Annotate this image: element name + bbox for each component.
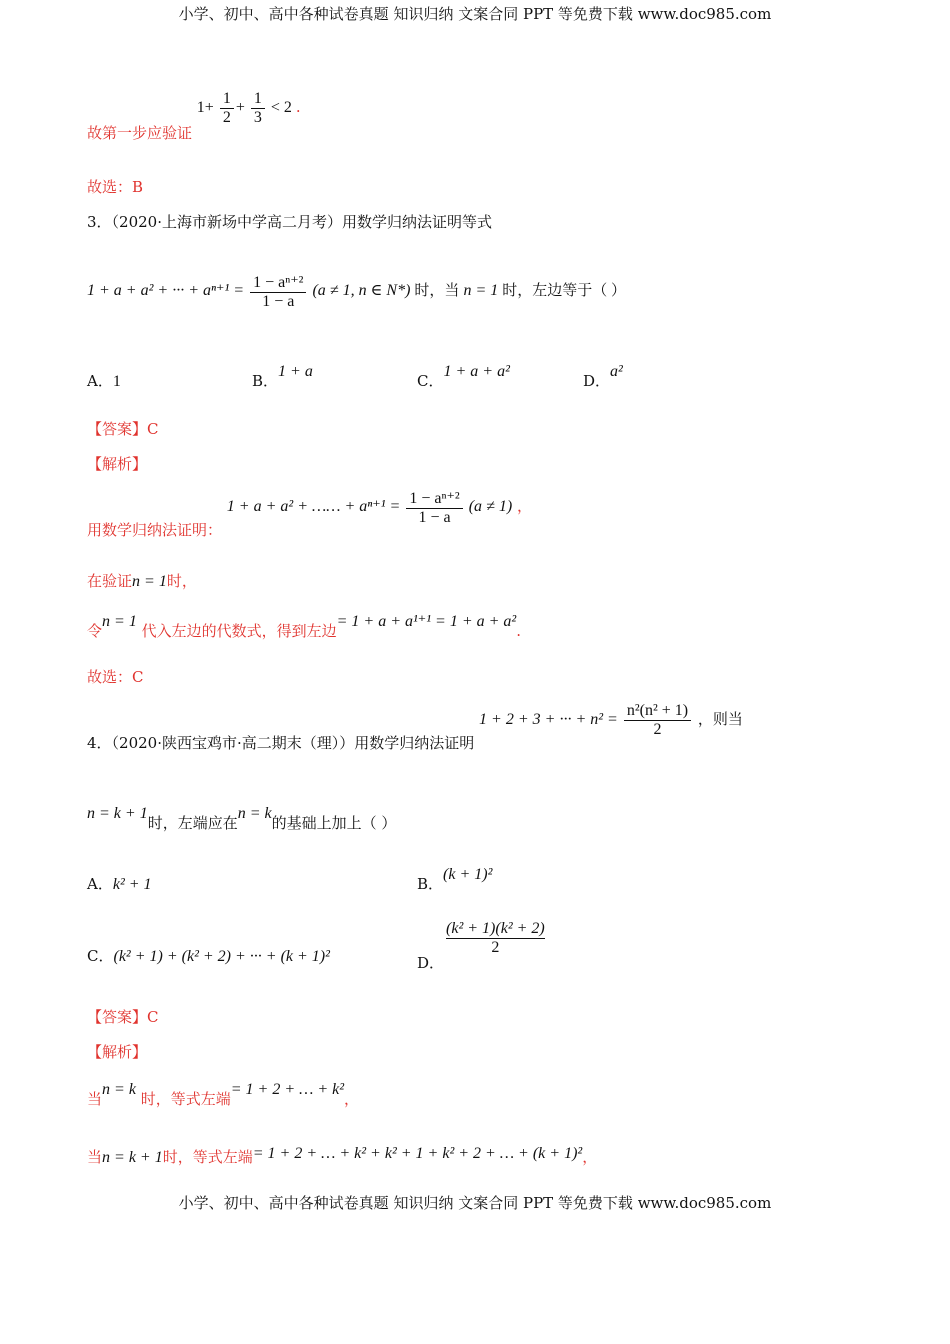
punct: ，: [582, 1148, 598, 1166]
q3-analysis-title: 【解析】: [87, 455, 148, 473]
fraction: [446, 920, 545, 957]
q4-stem: 4．（2020·陕西宝鸡市·高二期末（理））用数学归纳法证明: [87, 734, 475, 753]
option-label: C．: [417, 372, 444, 390]
option-label: B．: [417, 875, 444, 893]
punct: ，: [516, 497, 532, 516]
q4-analysis-line2: [87, 1146, 597, 1167]
frac-den: 1 − a: [418, 509, 451, 526]
math: n = k + 1: [102, 1149, 163, 1166]
text: 的基础上加上（ ）: [271, 814, 397, 832]
fraction: [250, 272, 306, 311]
math: = 1 + 2 + … + k² + k² + 1 + k² + 2 + … + (k + 1)²: [252, 1145, 583, 1162]
q3-analysis-line3: [87, 613, 522, 641]
q4-stem-line: [87, 702, 743, 753]
math-part: < 2: [270, 99, 292, 117]
text: 代入左边的代数式，得到左边: [141, 622, 337, 640]
q3-analysis-line2: [87, 570, 197, 591]
text: 时，左边等于（ ）: [502, 283, 626, 300]
verify-math: 1+ $\frac{1}{2}$ + $\frac{1}{3}$ < 2: [196, 90, 292, 126]
text: 时，等式左端: [140, 1090, 231, 1108]
q4-option-c[interactable]: [87, 945, 330, 966]
q2-verify-line: [87, 90, 301, 143]
q3-analysis-line1: [87, 488, 532, 540]
frac-den: 2: [653, 721, 662, 738]
math: n = 1: [463, 282, 499, 300]
option-value: (k² + 1) + (k² + 2) + ··· + (k + 1)²: [113, 948, 330, 965]
q3-option-b[interactable]: [252, 363, 313, 391]
q3-answer: 【答案】C: [87, 420, 159, 438]
text: 时，: [166, 572, 197, 590]
text: ，则当: [697, 710, 743, 729]
punct: ，: [344, 1090, 360, 1108]
frac-den: 1 − a: [262, 293, 295, 310]
q4-analysis-line1: [87, 1081, 360, 1109]
option-label: C．: [87, 947, 114, 965]
math: n = 1: [102, 613, 137, 630]
frac-num: 1: [220, 90, 234, 109]
frac-den: 3: [253, 109, 262, 126]
math: = 1 + a + a¹⁺¹ = 1 + a + a²: [336, 613, 517, 630]
period: .: [295, 98, 301, 117]
frac-num: n²(n² + 1): [624, 702, 691, 721]
option-label: D．: [417, 953, 445, 972]
frac-num: 1: [251, 90, 265, 109]
frac-num: (k² + 1)(k² + 2): [446, 920, 545, 937]
formula-lhs: 1 + a + a² + …… + aⁿ⁺¹ =: [226, 498, 401, 516]
q2-choice: 故选：B: [87, 178, 144, 196]
option-label: B．: [252, 372, 279, 390]
q4-option-b[interactable]: [417, 866, 493, 894]
frac-den: 2: [222, 109, 231, 126]
q3-option-c[interactable]: [417, 363, 510, 391]
fraction: [220, 90, 234, 127]
text: 用数学归纳法证明：: [87, 521, 223, 540]
page-header: 小学、初中、高中各种试卷真题 知识归纳 文案合同 PPT 等免费下载 www.doc985.com: [178, 5, 772, 23]
q4-option-d[interactable]: [417, 920, 547, 972]
q4-stem-line2: [87, 805, 397, 833]
formula-lhs: 1 + 2 + 3 + ··· + n² =: [479, 711, 618, 729]
text: 时，当: [414, 283, 460, 300]
q4-option-a[interactable]: [87, 873, 152, 894]
option-value: 1: [112, 373, 121, 390]
text: 当: [87, 1090, 103, 1108]
text: 当: [87, 1148, 103, 1166]
text: 时，左端应在: [147, 814, 238, 832]
punct: .: [516, 622, 522, 640]
option-label: A．: [87, 372, 113, 390]
math: n = 1: [132, 573, 167, 590]
q3-option-d[interactable]: [583, 363, 623, 391]
option-label: A．: [87, 875, 113, 893]
q3-choice: 故选：C: [87, 668, 144, 686]
frac-den: 2: [491, 939, 500, 956]
option-value: a²: [610, 363, 623, 380]
formula-lhs: 1 + a + a² + ··· + aⁿ⁺¹ =: [87, 282, 245, 300]
frac-num: 1 − aⁿ⁺²: [250, 272, 306, 293]
fraction: [624, 702, 691, 739]
q3-formula-line: [87, 272, 626, 311]
condition: (a ≠ 1): [468, 498, 513, 516]
option-value: k² + 1: [112, 876, 152, 893]
math: = 1 + 2 + … + k²: [230, 1081, 345, 1098]
q4-analysis-title: 【解析】: [87, 1043, 148, 1061]
option-value: 1 + a + a²: [443, 363, 510, 380]
condition: (a ≠ 1, n ∈ N*): [312, 282, 411, 300]
option-value: (k + 1)²: [443, 866, 493, 883]
math: n = k: [102, 1081, 136, 1098]
math-part: 1+: [196, 99, 214, 117]
q3-option-a[interactable]: [87, 370, 121, 391]
option-label: D．: [583, 372, 611, 390]
option-value: 1 + a: [278, 363, 313, 380]
verify-text: 故第一步应验证: [87, 124, 193, 143]
page-footer: 小学、初中、高中各种试卷真题 知识归纳 文案合同 PPT 等免费下载 www.doc985.com: [178, 1194, 772, 1212]
text: 时，等式左端: [162, 1148, 253, 1166]
q4-answer: 【答案】C: [87, 1008, 159, 1026]
fraction: [406, 488, 462, 527]
text: 令: [87, 622, 103, 640]
fraction: [251, 90, 265, 127]
math: n = k + 1: [87, 805, 148, 822]
frac-num: 1 − aⁿ⁺²: [406, 488, 462, 509]
math: n = k: [237, 805, 272, 822]
text: 在验证: [87, 572, 133, 590]
q3-stem: 3．（2020·上海市新场中学高二月考）用数学归纳法证明等式: [87, 213, 492, 231]
